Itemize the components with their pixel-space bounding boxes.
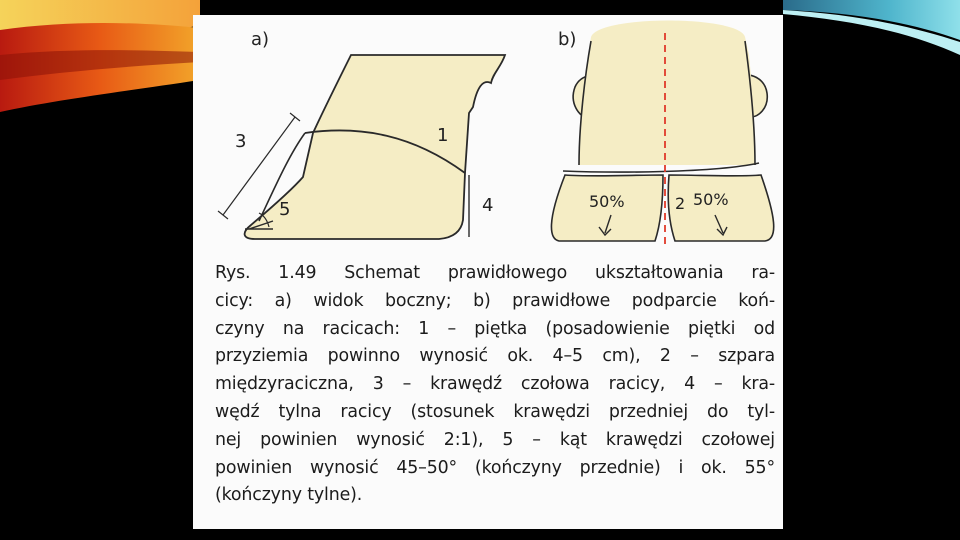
caption-line-7: nej powinien wynosić 2:1), 5 – kąt krawędzi czołowej bbox=[215, 429, 775, 450]
figure-caption bbox=[215, 260, 775, 510]
panel-a-label: a) bbox=[251, 29, 270, 50]
leg-rear bbox=[579, 21, 755, 166]
figure-card bbox=[193, 15, 783, 529]
left-load-percent: 50% bbox=[589, 192, 625, 211]
right-load-percent: 50% bbox=[693, 190, 729, 209]
caption-line-3: czyny na racicach: 1 – piętka (posadowienie piętki od bbox=[215, 318, 775, 339]
panel-a-side-view bbox=[218, 29, 505, 239]
caption-line-2: cicy: a) widok boczny; b) prawidłowe podparcie koń- bbox=[215, 290, 775, 311]
gap-number: 2 bbox=[675, 194, 686, 213]
hoof-diagram bbox=[193, 15, 783, 265]
callout-5: 5 bbox=[279, 199, 291, 220]
caption-line-1: Rys. 1.49 Schemat prawidłowego ukształtowania ra- bbox=[215, 263, 775, 283]
panel-b-label: b) bbox=[558, 29, 577, 50]
caption-line-5: międzyraciczna, 3 – krawędź czołowa racicy, 4 – kra- bbox=[215, 374, 775, 395]
callout-3: 3 bbox=[235, 131, 247, 152]
caption-line-6: wędź tylna racicy (stosunek krawędzi przedniej do tyl- bbox=[215, 401, 775, 422]
caption-line-9: (kończyny tylne). bbox=[215, 485, 363, 506]
panel-b-rear-view bbox=[551, 21, 773, 246]
callout-1: 1 bbox=[437, 125, 449, 146]
caption-line-4: przyziemia powinno wynosić ok. 4–5 cm), 2 – szpara bbox=[215, 346, 775, 367]
caption-line-8: powinien wynosić 45–50° (kończyny przednie) i ok. 55° bbox=[215, 457, 775, 478]
callout-4: 4 bbox=[482, 195, 494, 216]
